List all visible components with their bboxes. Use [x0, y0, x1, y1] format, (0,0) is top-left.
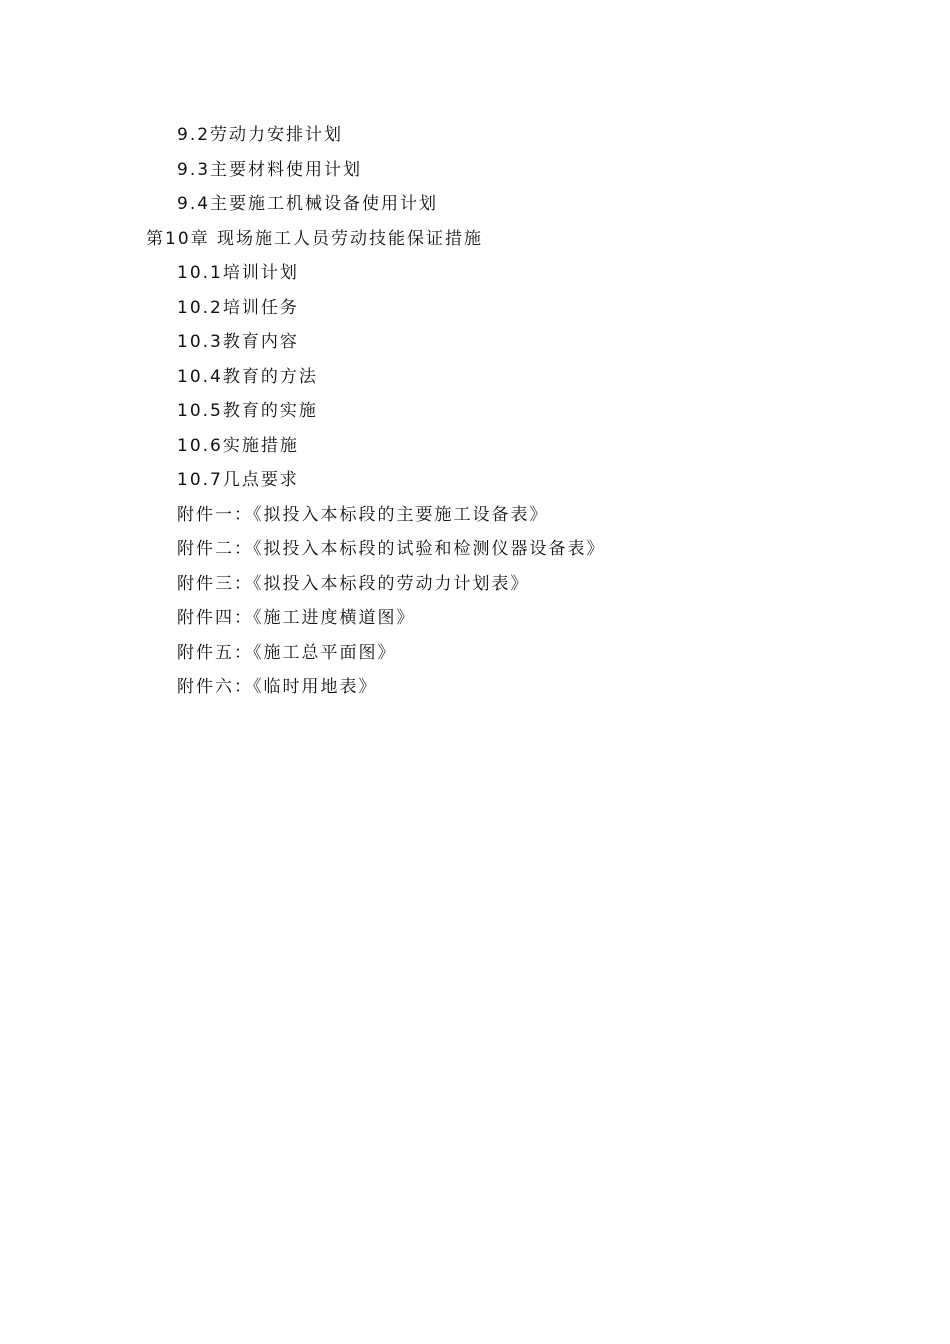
table-of-contents — [0, 118, 950, 705]
toc-chapter-10: 第10章 现场施工人员劳动技能保证措施 — [146, 228, 484, 249]
toc-entry-10-6: 10.6实施措施 — [177, 435, 299, 456]
toc-entry-10-1: 10.1培训计划 — [177, 263, 299, 283]
toc-entry-10-3: 10.3教育内容 — [177, 332, 299, 352]
toc-entry-9-3: 9.3主要材料使用计划 — [177, 159, 363, 180]
toc-attachment-5: 附件五：《施工总平面图》 — [177, 642, 397, 663]
toc-entry-10-7: 10.7几点要求 — [177, 470, 299, 490]
toc-attachment-6: 附件六：《临时用地表》 — [177, 677, 378, 697]
toc-attachment-2: 附件二：《拟投入本标段的试验和检测仪器设备表》 — [177, 539, 606, 559]
toc-attachment-4: 附件四：《施工进度横道图》 — [177, 608, 416, 628]
toc-entry-10-4: 10.4教育的方法 — [177, 366, 318, 387]
toc-entry-10-2: 10.2培训任务 — [177, 297, 299, 318]
toc-attachment-3: 附件三：《拟投入本标段的劳动力计划表》 — [177, 573, 530, 594]
toc-attachment-1: 附件一：《拟投入本标段的主要施工设备表》 — [177, 504, 549, 525]
toc-entry-10-5: 10.5教育的实施 — [177, 401, 318, 421]
toc-entry-9-4: 9.4主要施工机械设备使用计划 — [177, 194, 439, 214]
toc-entry-9-2: 9.2劳动力安排计划 — [177, 125, 344, 145]
